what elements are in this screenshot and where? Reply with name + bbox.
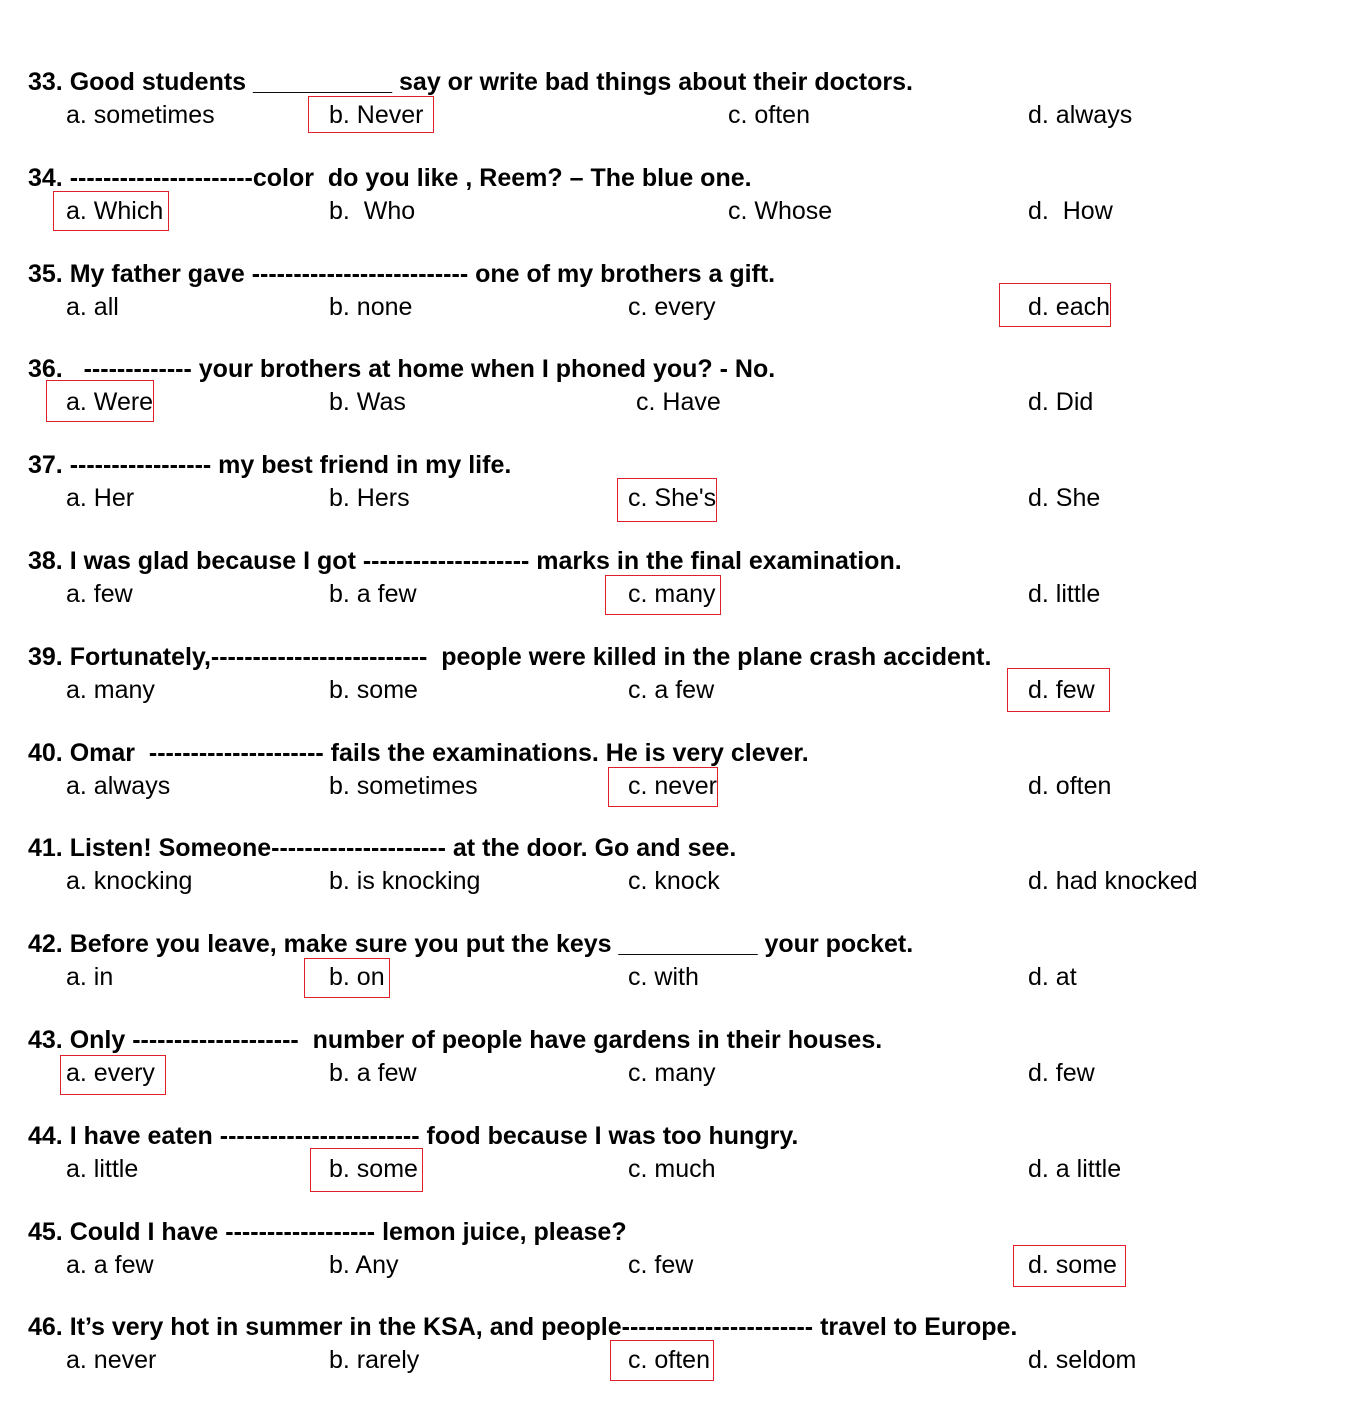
answer-option[interactable]: a. little <box>66 1154 139 1183</box>
question-item <box>0 1025 1356 1121</box>
answer-option-selected[interactable]: a. every <box>61 1056 165 1094</box>
answer-option[interactable]: c. a few <box>628 675 715 704</box>
answer-option[interactable]: d. few <box>1028 1059 1095 1087</box>
question-item <box>0 67 1356 163</box>
question-stem: 44. I have eaten ------------------------ food because I was too hungry. <box>28 1121 799 1150</box>
question-item <box>0 163 1356 259</box>
answer-option[interactable]: d. often <box>1028 771 1112 800</box>
answer-option-selected[interactable]: d. some <box>1014 1246 1125 1286</box>
question-stem: 46. It’s very hot in summer in the KSA, and people----------------------- travel to Europe. <box>28 1313 1018 1342</box>
answer-option[interactable]: d. at <box>1028 963 1077 992</box>
answer-option[interactable]: b. none <box>329 292 413 321</box>
answer-option[interactable]: d. a little <box>1028 1154 1122 1183</box>
answer-option[interactable]: d. had knocked <box>1028 867 1198 896</box>
answer-option[interactable]: d. little <box>1028 580 1101 608</box>
question-stem: 37. ----------------- my best friend in my life. <box>28 451 512 480</box>
answer-option[interactable]: b. a few <box>329 1059 417 1087</box>
answer-option[interactable]: c. many <box>628 1059 716 1087</box>
question-stem: 41. Listen! Someone--------------------- at the door. Go and see. <box>28 834 737 863</box>
question-item <box>0 738 1356 834</box>
question-item <box>0 1312 1356 1408</box>
answer-option-selected[interactable]: d. each <box>1000 284 1110 326</box>
answer-option[interactable]: c. with <box>628 963 699 992</box>
answer-option-selected[interactable]: c. never <box>609 768 717 806</box>
answer-option[interactable]: c. knock <box>628 867 720 896</box>
question-stem: 45. Could I have ------------------ lemon juice, please? <box>28 1217 627 1246</box>
answer-option[interactable]: b. rarely <box>329 1346 420 1375</box>
answer-option[interactable]: d. Did <box>1028 388 1094 417</box>
answer-option[interactable]: b. Any <box>329 1250 399 1279</box>
answer-option-selected[interactable]: c. many <box>606 576 720 614</box>
answer-option[interactable]: b. some <box>329 675 418 704</box>
answer-option[interactable]: a. Her <box>66 484 135 513</box>
answer-option[interactable]: d. She <box>1028 484 1101 513</box>
question-stem: 40. Omar --------------------- fails the examinations. He is very clever. <box>28 738 809 767</box>
question-stem: 35. My father gave -------------------------- one of my brothers a gift. <box>28 259 776 288</box>
answer-option[interactable]: a. few <box>66 580 133 608</box>
answer-option-selected[interactable]: b. Never <box>309 97 433 132</box>
answer-option[interactable]: d. How <box>1028 196 1113 225</box>
answer-option[interactable]: b. Hers <box>329 484 410 513</box>
question-item <box>0 354 1356 450</box>
question-item <box>0 1121 1356 1217</box>
answer-option[interactable]: a. knocking <box>66 867 193 896</box>
answer-option[interactable]: b. Was <box>329 388 406 417</box>
answer-option[interactable]: b. sometimes <box>329 771 478 800</box>
answer-option[interactable]: c. few <box>628 1250 694 1279</box>
answer-option[interactable]: c. much <box>628 1154 716 1183</box>
question-stem: 34. ----------------------color do you like , Reem? – The blue one. <box>28 163 752 192</box>
answer-option[interactable]: a. all <box>66 292 119 321</box>
answer-option-selected[interactable]: a. Were <box>47 381 153 421</box>
answer-option[interactable]: a. always <box>66 771 171 800</box>
question-item <box>0 450 1356 546</box>
answer-option-selected[interactable]: c. She's <box>618 479 716 521</box>
answer-option[interactable]: d. always <box>1028 101 1133 129</box>
question-stem: 43. Only -------------------- number of people have gardens in their houses. <box>28 1026 883 1054</box>
question-stem: 39. Fortunately,-------------------------- people were killed in the plane crash accident. <box>28 642 992 671</box>
question-item <box>0 546 1356 642</box>
answer-option[interactable]: a. in <box>66 963 114 992</box>
answer-option[interactable]: a. never <box>66 1346 157 1375</box>
answer-option[interactable]: c. every <box>628 292 716 321</box>
answer-option[interactable]: a. many <box>66 675 155 704</box>
question-item <box>0 833 1356 929</box>
answer-option[interactable]: c. Have <box>636 388 721 417</box>
answer-option-selected[interactable]: c. often <box>611 1341 713 1380</box>
question-stem: 42. Before you leave, make sure you put the keys __________ your pocket. <box>28 930 914 959</box>
answer-option[interactable]: b. Who <box>329 196 416 225</box>
question-item <box>0 929 1356 1025</box>
answer-option-selected[interactable]: d. few <box>1008 669 1109 711</box>
answer-option-selected[interactable]: b. on <box>305 959 389 997</box>
question-item <box>0 642 1356 738</box>
answer-option-selected[interactable]: a. Which <box>54 192 168 230</box>
question-stem: 38. I was glad because I got -------------------- marks in the final examination. <box>28 547 902 575</box>
question-item <box>0 259 1356 355</box>
answer-option[interactable]: b. a few <box>329 580 417 608</box>
answer-option[interactable]: c. often <box>728 101 810 129</box>
answer-option[interactable]: c. Whose <box>728 196 833 225</box>
answer-option[interactable]: b. is knocking <box>329 867 481 896</box>
answer-option[interactable]: d. seldom <box>1028 1346 1137 1375</box>
answer-option[interactable]: a. a few <box>66 1250 154 1279</box>
answer-option-selected[interactable]: b. some <box>311 1149 422 1191</box>
question-item <box>0 1217 1356 1313</box>
question-stem: 36. ------------- your brothers at home when I phoned you? - No. <box>28 355 776 384</box>
answer-option[interactable]: a. sometimes <box>66 101 215 129</box>
question-stem: 33. Good students __________ say or write bad things about their doctors. <box>28 68 913 96</box>
